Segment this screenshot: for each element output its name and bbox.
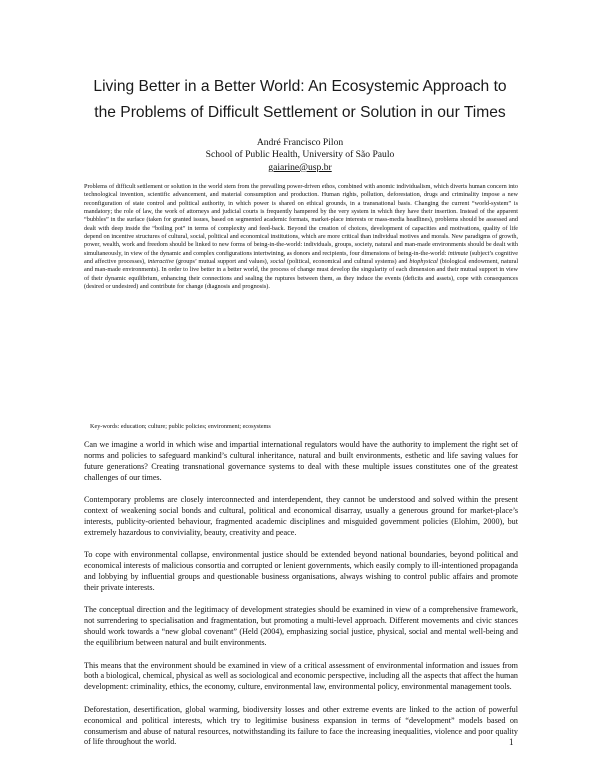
body-paragraph-3: To cope with environmental collapse, environmental justice should be extended beyond national boundaries, beyond political and economical interests of malicious consortia and corrupted or lenient governments, which easily comply to ill-intentioned propaganda and lobbying by influential groups and questionable business organisations, always wishing to control public affairs and promote their private interests. <box>84 550 518 592</box>
body-paragraph-4: The conceptual direction and the legitimacy of development strategies should be examined in view of a comprehensive framework, not surrendering to specialisation and fragmentation, but promoting a multi-level approach. Different movements and civic stances should work towards a “new global covenant” (Held (2004), emphasizing social justice, physical, social and mental well-being and the equilibrium between natural and built environments. <box>84 605 518 648</box>
abstract-term-social: social <box>270 258 286 266</box>
author-affiliation: School of Public Health, University of São Paulo <box>205 149 395 161</box>
body-paragraph-1: Can we imagine a world in which wise and impartial international regulators would have the authority to implement the right set of norms and policies to safeguard mankind’s cultural inheritance, natural and built environments, esthetic and life saving values for future generations? Creating transnational governance systems to deal with these multiple issues constitutes one of the greatest challenges of our times. <box>84 440 518 482</box>
abstract-text-3: (groups’ mutual support and values), <box>175 258 269 266</box>
abstract-term-intimate: intimate <box>447 249 469 257</box>
abstract <box>84 183 518 291</box>
abstract-text-5: (biological endowment, natural and man-made environments). In order to live better in a better world, the process of change must develop the singularity of each dimension and their mutual support in view of their dynamic equilibrium, enhancing their connections and sealing the ruptures between them, as they induce the events (deficits and assets), cope with consequences (desired or undesired) and contribute for change (diagnosis and prognosis). <box>84 258 519 291</box>
abstract-text-4: (political, economical and cultural systems) and <box>286 258 408 266</box>
abstract-term-biophysical: biophysical <box>409 258 438 266</box>
author-name: André Francisco Pilon <box>256 137 344 148</box>
keywords: Key-words: education; culture; public policies; environment; ecosystems <box>90 423 271 430</box>
abstract-term-interactive: interactive <box>147 258 175 266</box>
body-paragraph-2: Contemporary problems are closely interconnected and interdependent, they cannot be understood and solved within the present context of weakening social bonds and cultural, political and economical disarray, usually a generous ground for market-place’s interests, publicity-oriented behaviour, fragmented academic disciplines and misguided government policies (Elohim, 2000), but extremely hazardous to conviviality, beauty, creativity and peace. <box>84 495 518 537</box>
title-line-2: the Problems of Difficult Settlement or Solution in our Times <box>94 104 506 121</box>
abstract-text-1: Problems of difficult settlement or solution in the world stem from the prevailing power-driven ethos, combined with anomic individualism, which diverts human concern into technological invention, scientific advancement, and material consumption and production. Human rights, pollution, deforestation, drugs and criminality impose a new reconfiguration of state control and political authority, in which power is shared on ethical grounds, in a transnational basis. Changing the current “world-system” is mandatory; the role of law, the work of attorneys and judicial courts is frequently hampered by the very system in which they have their insertion. Instead of the apparent “bubbles” in the surface (taken for granted issues, based on segmented academic formats, market-place interests or mass-media headlines), problems should be assessed and dealt with deep inside the “boiling pot” in terms of complexity and feed-back. Beyond the creation of choices, development of capacities and motivations, quality of life depend on incentive structures of cultural, social, political and economical institutions, which are more critical than individual motives and morals. New paradigms of growth, power, wealth, work and freedom should be linked to new forms of being-in-the-world: individuals, groups, society, natural and man-made environments should be dealt with simultaneously, in view of the dynamic and complex configurations intertwining, as donors and recipients, four dimensions of being-in-the-world: <box>84 183 518 257</box>
paper-title <box>60 74 540 126</box>
title-line-1: Living Better in a Better World: An Ecosystemic Approach to <box>93 78 507 95</box>
page-number: 1 <box>509 737 514 747</box>
author-block <box>100 137 500 174</box>
body-text <box>84 440 518 760</box>
body-paragraph-5: This means that the environment should be examined in view of a critical assessment of environmental information and issues from both a biological, chemical, physical as well as sociological and economic perspective, including all the aspects that affect the human development: criminality, ethics, the economy, culture, environmental law, environmental policy, environmental management tools. <box>84 660 518 692</box>
author-email-link[interactable]: gaiarine@usp.br <box>268 161 332 173</box>
body-paragraph-6: Deforestation, desertification, global warming, biodiversity losses and other extreme events are linked to the action of powerful economical and political interests, which try to legitimise business expansion in terms of “development” models based on consumerism and abuse of natural resources, notwithstanding its failure to face the increasing inequalities, violence and poor quality of life throughout the world. <box>84 704 518 747</box>
abstract-text-2: (subject’s cognitive and affective processes), <box>84 249 518 266</box>
